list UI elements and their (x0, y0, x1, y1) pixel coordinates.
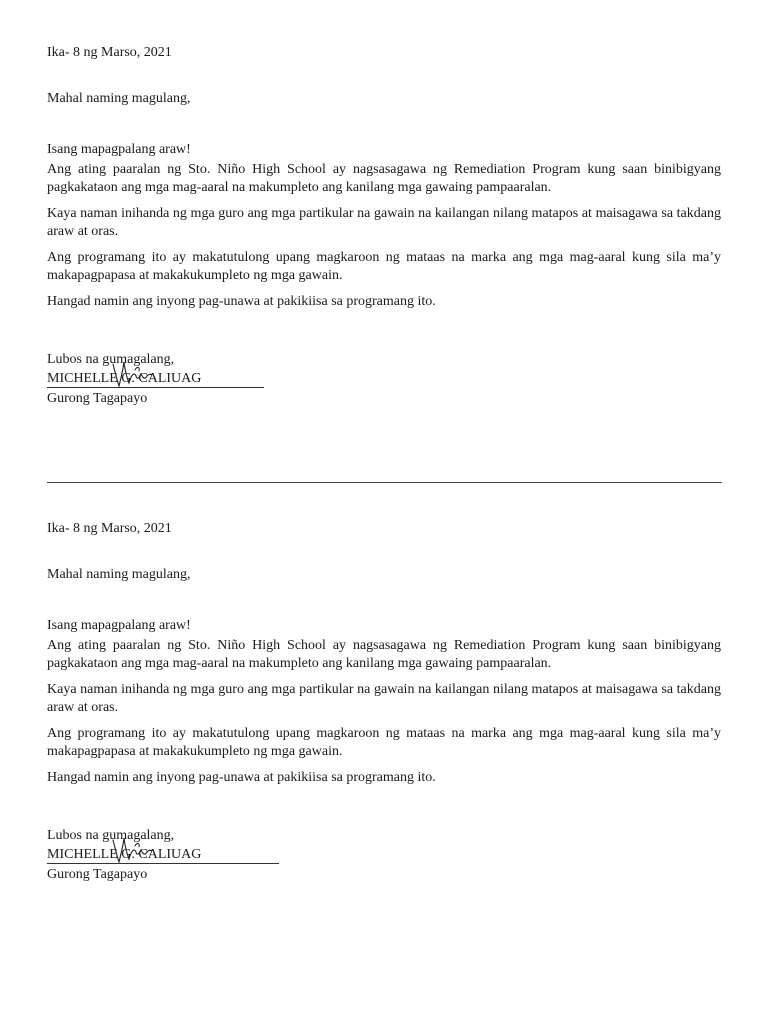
greeting: Isang mapagpalang araw! (47, 142, 191, 157)
letter-bottom (47, 520, 721, 884)
body-paragraph-3: Ang programang ito ay makatutulong upang magkaroon ng mataas na marka ang mga mag-aaral kung sila ma’y makapagpapasa at makakukumpleto ng mga gawain. (47, 250, 721, 283)
body-paragraph-4: Hangad namin ang inyong pag-unawa at pakikiisa sa programang ito. (47, 294, 436, 309)
salutation: Mahal naming magulang, (47, 567, 191, 582)
body-paragraph-3: Ang programang ito ay makatutulong upang magkaroon ng mataas na marka ang mga mag-aaral kung sila ma’y makapagpapasa at makakukumpleto ng mga gawain. (47, 726, 721, 759)
salutation: Mahal naming magulang, (47, 91, 191, 106)
greeting: Isang mapagpalang araw! (47, 618, 191, 633)
body-paragraph-1: Ang ating paaralan ng Sto. Niño High School ay nagsasagawa ng Remediation Program kung saan binibigyang pagkakataon ang mga mag-aaral na makumpleto ang kanilang mga gawaing pampaaralan. (47, 638, 721, 671)
body-paragraph-2: Kaya naman inihanda ng mga guro ang mga partikular na gawain na kailangan nilang matapos at maisagawa sa takdang araw at oras. (47, 206, 721, 239)
signatory-name: MICHELLE G. CALIUAG (47, 846, 279, 864)
signature-block (47, 370, 721, 388)
letter-date: Ika- 8 ng Marso, 2021 (47, 45, 172, 60)
closing: Lubos na gumagalang, (47, 828, 175, 843)
signature-block (47, 846, 721, 864)
closing: Lubos na gumagalang, (47, 352, 175, 367)
letter-top (47, 44, 721, 408)
separator-line (47, 482, 722, 483)
signatory-role: Gurong Tagapayo (47, 867, 148, 882)
signatory-role: Gurong Tagapayo (47, 391, 148, 406)
letter-date: Ika- 8 ng Marso, 2021 (47, 521, 172, 536)
body-paragraph-2: Kaya naman inihanda ng mga guro ang mga partikular na gawain na kailangan nilang matapos at maisagawa sa takdang araw at oras. (47, 682, 721, 715)
body-paragraph-1: Ang ating paaralan ng Sto. Niño High School ay nagsasagawa ng Remediation Program kung saan binibigyang pagkakataon ang mga mag-aaral na makumpleto ang kanilang mga gawaing pampaaralan. (47, 162, 721, 195)
body-paragraph-4: Hangad namin ang inyong pag-unawa at pakikiisa sa programang ito. (47, 770, 436, 785)
signatory-name: MICHELLE G. CALIUAG (47, 370, 264, 388)
